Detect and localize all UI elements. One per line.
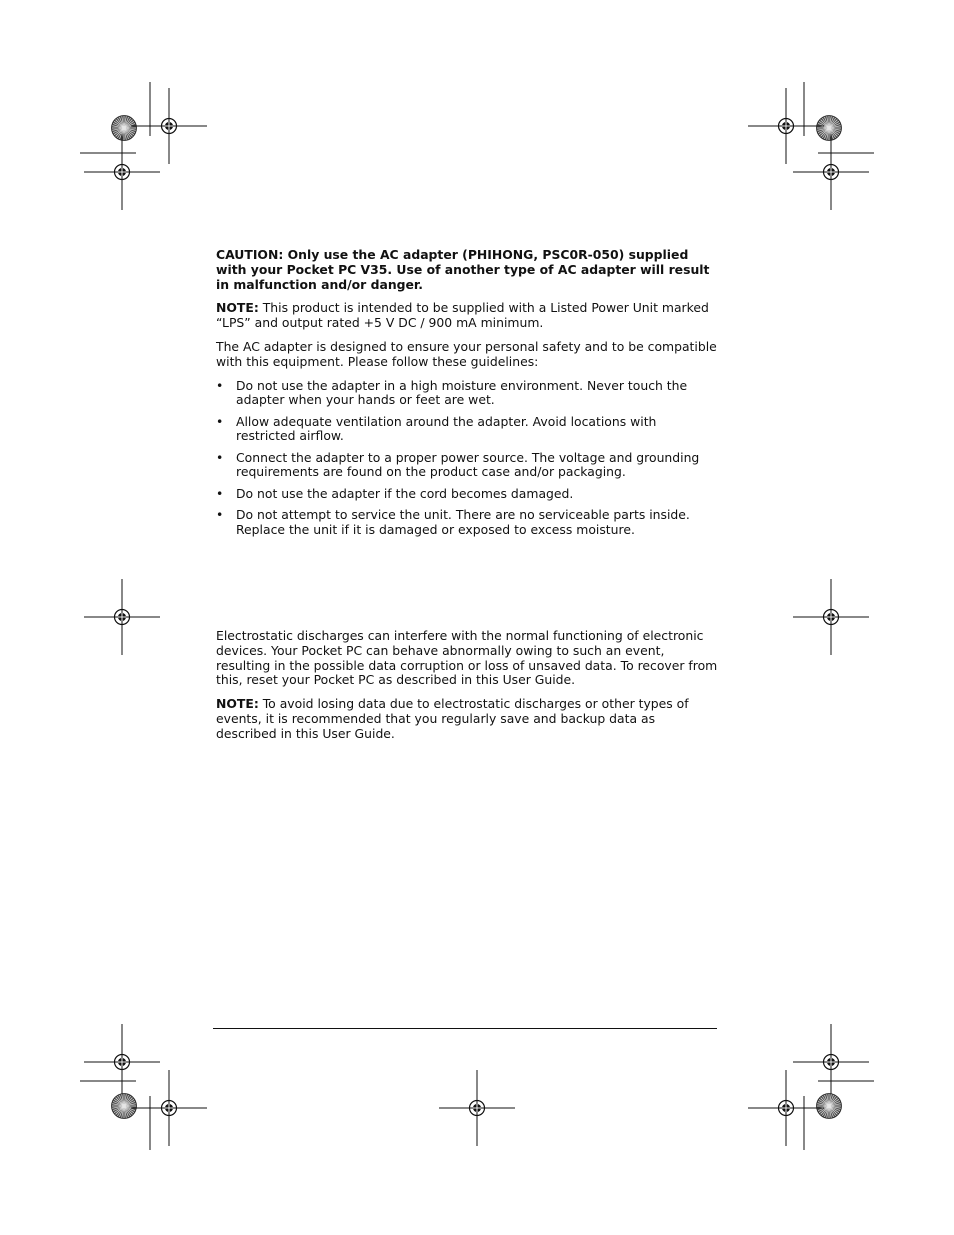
crop-mark-top-left	[80, 82, 150, 153]
list-item-text: Do not attempt to service the unit. There are no serviceable parts inside. Replace the unit if it is damaged or exposed to excess moisture.	[236, 506, 690, 537]
list-item-text: Allow adequate ventilation around the adapter. Avoid locations with restricted airflow.	[236, 413, 657, 444]
list-item	[216, 487, 718, 502]
esd-paragraph: Electrostatic discharges can interfere with the normal functioning of electronic devices. Your Pocket PC can behave abnormally owing to such an event, resulting in the possible data corruption or loss of unsaved data. To recover from this, reset your Pocket PC as described in this User Guide.	[216, 628, 718, 688]
color-rosette-icon	[112, 116, 137, 141]
registration-mark-icon	[748, 1070, 824, 1146]
footer-rule	[213, 1028, 717, 1029]
note-paragraph	[216, 697, 718, 741]
bullet-icon: •	[216, 449, 224, 465]
crop-mark-top-right	[804, 82, 874, 153]
bullet-icon: •	[216, 506, 224, 522]
note-text: This product is intended to be supplied with a Listed Power Unit marked “LPS” and output rated +5 V DC / 900 mA minimum.	[216, 300, 709, 331]
registration-mark-icon	[793, 134, 869, 210]
registration-mark-icon	[131, 1070, 207, 1146]
registration-mark-icon	[439, 1070, 515, 1146]
registration-mark-icon	[84, 579, 160, 655]
electrostatic-discharge-section	[216, 629, 718, 751]
registration-mark-icon	[793, 579, 869, 655]
note-label: NOTE:	[216, 300, 259, 316]
list-item	[216, 508, 718, 538]
list-item	[216, 451, 718, 481]
list-item-text: Do not use the adapter if the cord becomes damaged.	[236, 485, 574, 501]
intro-paragraph: The AC adapter is designed to ensure your personal safety and to be compatible with this equipment. Please follow these guidelines:	[216, 338, 717, 369]
bullet-icon: •	[216, 413, 224, 429]
registration-mark-icon	[131, 88, 207, 164]
crop-mark-bottom-right	[804, 1081, 874, 1150]
list-item-text: Connect the adapter to a proper power source. The voltage and grounding requirements are found on the product case and/or packaging.	[236, 449, 700, 480]
note-label: NOTE:	[216, 696, 259, 712]
guidelines-list	[216, 379, 718, 538]
color-rosette-icon	[817, 116, 842, 141]
caution-paragraph: CAUTION: Only use the AC adapter (PHIHONG, PSC0R-050) supplied with your Pocket PC V35. Use of another type of AC adapter will result in malfunction and/or danger.	[216, 247, 710, 292]
bullet-icon: •	[216, 377, 224, 393]
color-rosette-icon	[112, 1094, 137, 1119]
list-item	[216, 415, 718, 445]
bullet-icon: •	[216, 485, 224, 501]
list-item-text: Do not use the adapter in a high moisture environment. Never touch the adapter when your hands or feet are wet.	[236, 377, 688, 408]
note-paragraph	[216, 301, 718, 331]
ac-adapter-section	[216, 248, 718, 544]
crop-mark-bottom-left	[80, 1081, 150, 1150]
registration-mark-icon	[84, 1024, 160, 1100]
list-item	[216, 379, 718, 409]
color-rosette-icon	[817, 1094, 842, 1119]
note-text: To avoid losing data due to electrostatic discharges or other types of events, it is recommended that you regularly save and backup data as described in this User Guide.	[216, 696, 689, 741]
registration-mark-icon	[793, 1024, 869, 1100]
registration-mark-icon	[748, 88, 824, 164]
registration-mark-icon	[84, 134, 160, 210]
